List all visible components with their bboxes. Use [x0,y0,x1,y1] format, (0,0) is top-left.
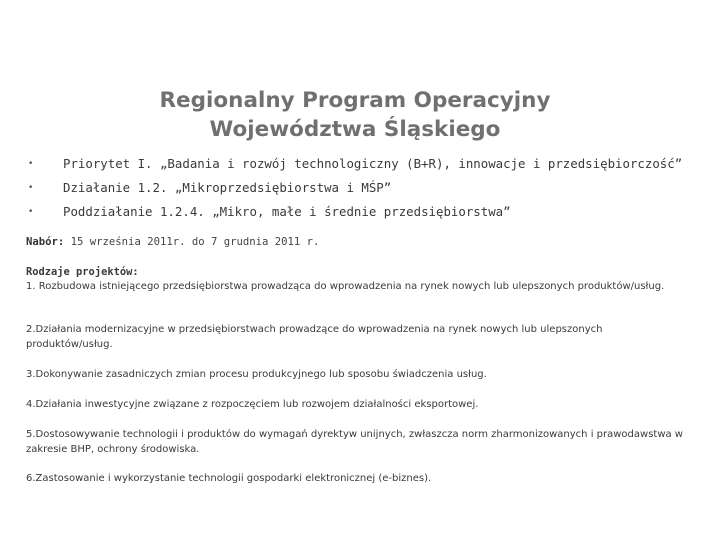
project-item-4: 4.Działania inwestycyjne związane z rozpoczęciem lub rozwojem działalności eksportowej. [26,399,479,410]
bullet-dot-icon: • [28,159,34,169]
slide-title-line-2: Województwa Śląskiego [209,117,501,142]
slide-title-line-1: Regionalny Program Operacyjny [159,88,551,113]
project-item-6: 6.Zastosowanie i wykorzystanie technologii gospodarki elektronicznej (e-biznes). [26,473,432,484]
bullet-dot-icon: • [28,207,34,217]
slide-title [0,86,710,144]
nabor-dates: 15 września 2011r. do 7 grudnia 2011 r. [64,236,320,248]
project-item-5: 5.Dostosowywanie technologii i produktów do wymagań dyrektyw unijnych, zwłaszcza norm zharmonizowanych i prawodawstwa w zakresie BHP, ochrony środowiska. [26,429,683,455]
nabor-label: Nabór: [26,236,65,248]
bullet-text: Poddziałanie 1.2.4. „Mikro, małe i średnie przedsiębiorstwa” [63,204,511,219]
bullet-priorytet [28,152,688,176]
projects-block-1 [26,265,686,294]
bullet-text: Działanie 1.2. „Mikroprzedsiębiorstwa i MŚP” [63,180,392,195]
project-item-1: 1. Rozbudowa istniejącego przedsiębiorstwa prowadząca do wprowadzenia na rynek nowych lub ulepszonych produktów/usług. [26,280,665,292]
bullet-text: Priorytet I. „Badania i rozwój technologiczny (B+R), innowacje i przedsiębiorczość” [63,156,683,171]
nabor-line [26,236,319,248]
program-bullet-list [28,152,688,224]
project-item-2: 2.Działania modernizacyjne w przedsiębiorstwach prowadzące do wprowadzenia na rynek nowych lub ulepszonych produktów/usług. [26,324,603,350]
bullet-dzialanie [28,176,688,200]
bullet-dot-icon: • [28,183,34,193]
bullet-poddzialanie [28,200,688,224]
projects-heading: Rodzaje projektów: [26,266,139,278]
project-item-3: 3.Dokonywanie zasadniczych zmian procesu produkcyjnego lub sposobu świadczenia usług. [26,369,487,380]
